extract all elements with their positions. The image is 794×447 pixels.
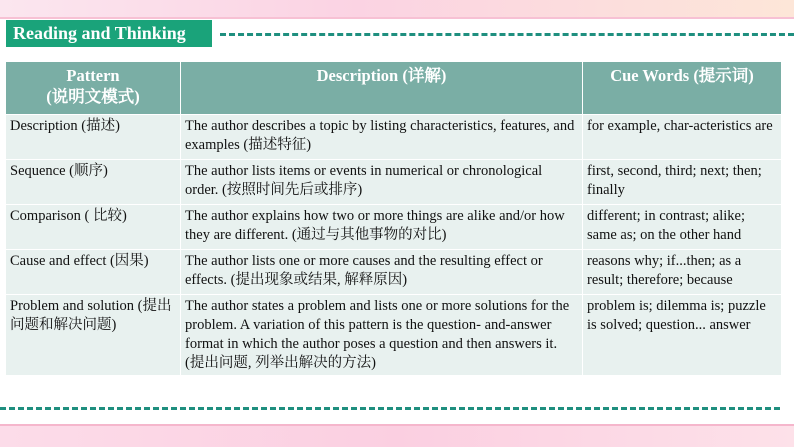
table-row xyxy=(6,115,782,160)
description-cell: The author lists items or events in numerical or chronological order. (按照时间先后或排序) xyxy=(181,160,583,205)
cue-words-cell: first, second, third; next; then; finally xyxy=(583,160,782,205)
cue-words-cell: reasons why; if...then; as a result; therefore; because xyxy=(583,250,782,295)
pattern-cell: Problem and solution (提出问题和解决问题) xyxy=(6,295,181,376)
pattern-cell: Sequence (顺序) xyxy=(6,160,181,205)
description-cell: The author describes a topic by listing characteristics, features, and examples (描述特征) xyxy=(181,115,583,160)
description-cell: The author explains how two or more things are alike and/or how they are different. (通过与其他事物的对比) xyxy=(181,205,583,250)
column-header-pattern-line2: (说明文模式) xyxy=(46,87,140,106)
bottom-decor-line xyxy=(0,424,794,426)
pattern-cell: Cause and effect (因果) xyxy=(6,250,181,295)
pattern-cell: Comparison ( 比较) xyxy=(6,205,181,250)
column-header-cue-words xyxy=(583,62,782,115)
cue-words-cell: for example, char-acteristics are xyxy=(583,115,782,160)
pattern-cell: Description (描述) xyxy=(6,115,181,160)
cue-words-cell: problem is; dilemma is; puzzle is solved; question... answer xyxy=(583,295,782,376)
cue-words-cell: different; in contrast; alike; same as; on the other hand xyxy=(583,205,782,250)
top-decor-band xyxy=(0,0,794,18)
bottom-decor-band xyxy=(0,424,794,447)
footer-dashed-divider xyxy=(0,407,780,410)
table-row xyxy=(6,205,782,250)
text-patterns-table xyxy=(5,61,782,376)
top-decor-line xyxy=(0,17,794,19)
description-cell: The author states a problem and lists one or more solutions for the problem. A variation of this pattern is the question- and-answer format in which the author poses a question and then answers it. (提出问题, 列举出解决的方法) xyxy=(181,295,583,376)
table-row xyxy=(6,295,782,376)
description-cell: The author lists one or more causes and the resulting effect or effects. (提出现象或结果, 解释原因) xyxy=(181,250,583,295)
column-header-pattern-line1: Pattern xyxy=(66,66,120,85)
table-row xyxy=(6,250,782,295)
column-header-pattern xyxy=(6,62,181,115)
column-header-cue-words-label: Cue Words (提示词) xyxy=(610,66,754,85)
header-dashed-divider xyxy=(220,33,794,36)
section-title: Reading and Thinking xyxy=(6,20,212,47)
column-header-description-label: Description (详解) xyxy=(316,66,447,85)
column-header-description xyxy=(181,62,583,115)
table-row xyxy=(6,160,782,205)
table-header-row xyxy=(6,62,782,115)
